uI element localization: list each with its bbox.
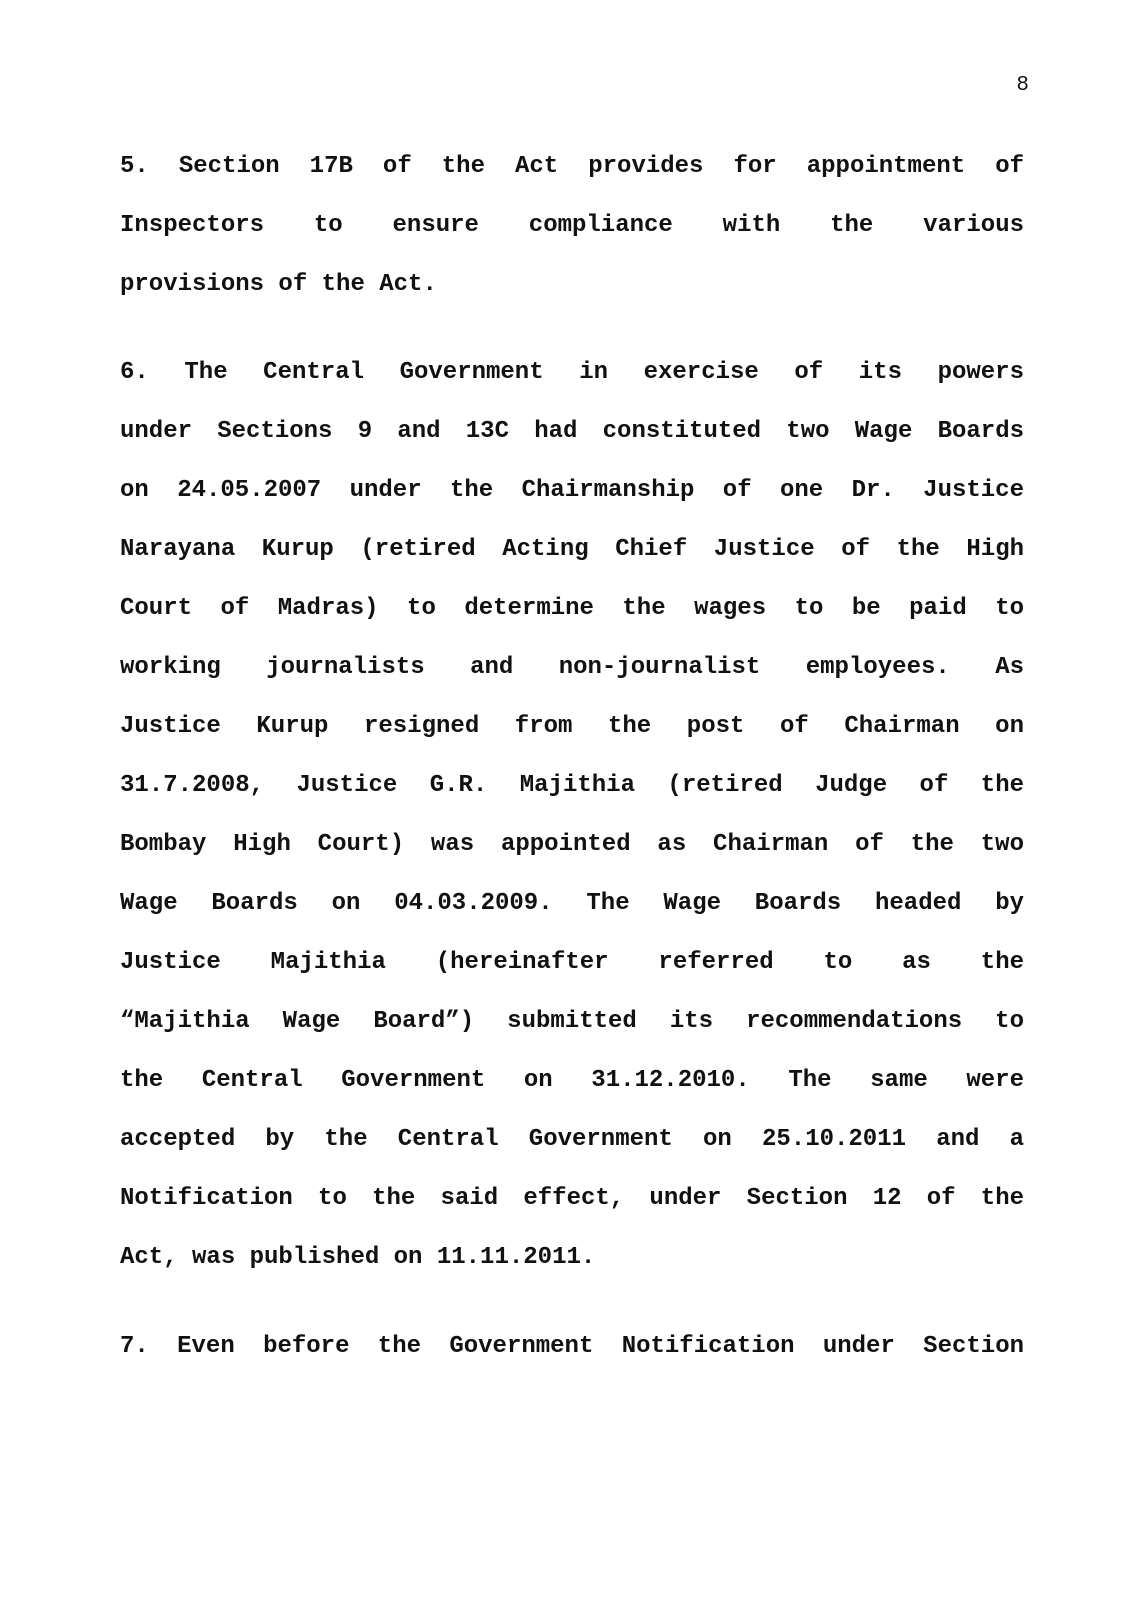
paragraph-line: on 24.05.2007 under the Chairmanship of one Dr. Justice [120, 477, 1024, 504]
paragraph-line: 5. Section 17B of the Act provides for appointment of [120, 153, 1024, 180]
paragraph-line: 31.7.2008, Justice G.R. Majithia (retired Judge of the [120, 772, 1024, 799]
paragraph-line: Notification to the said effect, under Section 12 of the [120, 1185, 1024, 1212]
paragraph-line: Narayana Kurup (retired Acting Chief Justice of the High [120, 536, 1024, 563]
paragraph-line: “Majithia Wage Board”) submitted its recommendations to [120, 1008, 1024, 1035]
paragraph-line: 7. Even before the Government Notification under Section [120, 1333, 1024, 1360]
paragraph-line: under Sections 9 and 13C had constituted two Wage Boards [120, 418, 1024, 445]
paragraph-line: Justice Kurup resigned from the post of Chairman on [120, 713, 1024, 740]
paragraph-line: the Central Government on 31.12.2010. The same were [120, 1067, 1024, 1094]
paragraph-line: accepted by the Central Government on 25.10.2011 and a [120, 1126, 1024, 1153]
paragraph-line: Wage Boards on 04.03.2009. The Wage Boards headed by [120, 890, 1024, 917]
paragraph-line: Act, was published on 11.11.2011. [120, 1244, 596, 1271]
paragraph-line: Inspectors to ensure compliance with the various [120, 212, 1024, 239]
page-number: 8 [1016, 74, 1029, 97]
paragraph-line: Justice Majithia (hereinafter referred to as the [120, 949, 1024, 976]
paragraph-line: Court of Madras) to determine the wages to be paid to [120, 595, 1024, 622]
paragraph-line: 6. The Central Government in exercise of its powers [120, 359, 1024, 386]
paragraph-line: Bombay High Court) was appointed as Chairman of the two [120, 831, 1024, 858]
paragraph-line: working journalists and non-journalist employees. As [120, 654, 1024, 681]
paragraph-line: provisions of the Act. [120, 271, 437, 298]
